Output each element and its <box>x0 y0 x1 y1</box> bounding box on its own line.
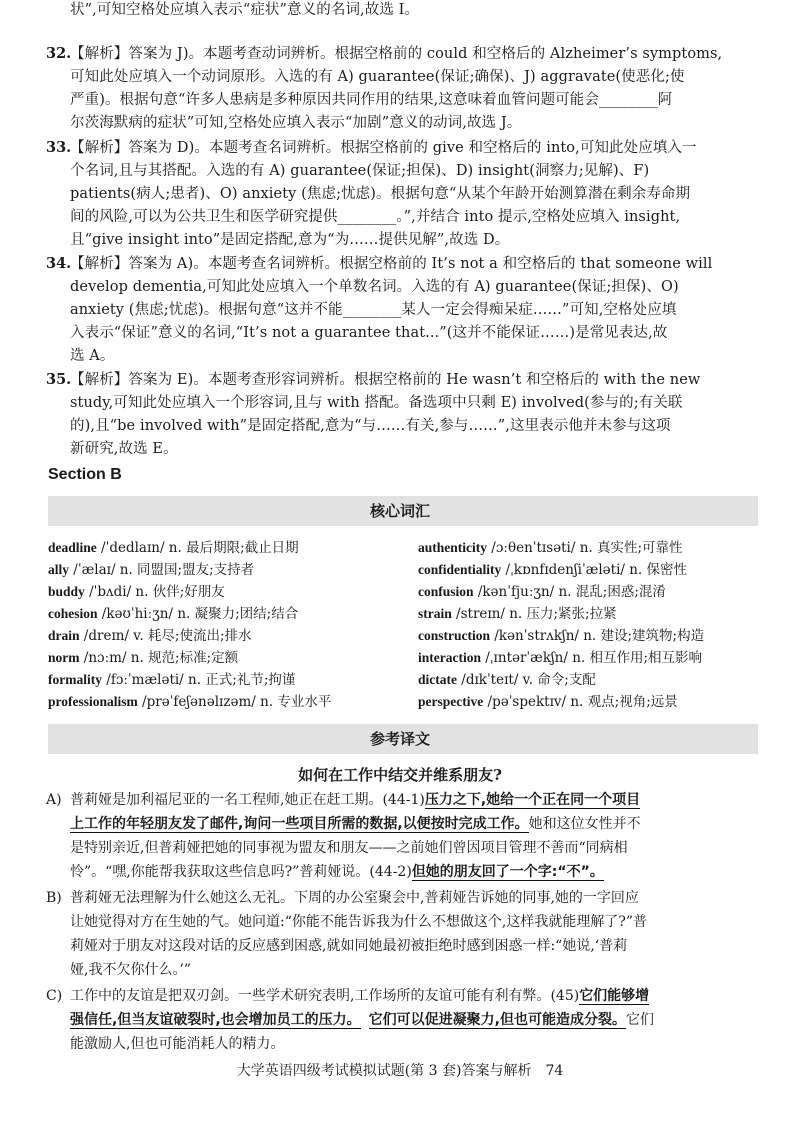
section-title: Section B <box>48 466 122 483</box>
q34-line-3: anxiety (焦虑;忧虑)。根据句意“这并不能________某人一定会得痴呆症……”可知,空格处应填 <box>70 302 677 318</box>
vocab-item: confidentiality /ˌkɒnfɪdenʃiˈæləti/ n. 保密性 <box>418 562 688 578</box>
para-c-line-1: 工作中的友谊是把双刃剑。一些学术研究表明,工作场所的友谊可能有利有弊。(45)它们能够增 <box>70 988 650 1004</box>
para-c-label: C) <box>46 988 63 1004</box>
vocab-item: confusion /kənˈfjuːʒn/ n. 混乱;困惑;混淆 <box>418 584 666 600</box>
vocab-title: 核心词汇 <box>369 502 430 520</box>
vocab-item: deadline /ˈdedlaɪn/ n. 最后期限;截止日期 <box>48 540 299 556</box>
para-b-line-1: 普莉娅无法理解为什么她这么无礼。下周的办公室聚会中,普莉娅告诉她的同事,她的一字回应 <box>70 890 639 906</box>
para-b-line-3: 莉娅对于朋友对这段对话的反应感到困惑,就如同她最初被拒绝时感到困惑一样:“她说,‘普莉 <box>70 938 628 954</box>
q35-number: 35. <box>46 371 72 388</box>
vocab-item: cohesion /kəʊˈhiːʒn/ n. 凝聚力;团结;结合 <box>48 606 299 622</box>
q32-line-3: 严重)。根据句意“许多人患病是多种原因共同作用的结果,这意味着血管问题可能会________阿 <box>70 92 673 108</box>
para-c-line-3: 能激励人,但也可能消耗人的精力。 <box>70 1036 285 1052</box>
q33-line-2: 个名词,且与其搭配。入选的有 A) guarantee(保证;担保)、D) insight(洞察力;见解)、F) <box>70 163 650 179</box>
page-footer <box>0 1060 800 1080</box>
q33-number: 33. <box>46 139 72 156</box>
q33-line-3: patients(病人;患者)、O) anxiety (焦虑;忧虑)。根据句意“从某个年龄开始测算潜在剩余寿命期 <box>70 186 691 202</box>
vocab-item: construction /kənˈstrʌkʃn/ n. 建设;建筑物;构造 <box>418 628 705 644</box>
q34-line-1: 【解析】答案为 A)。本题考查名词辨析。根据空格前的 It’s not a 和空格后的 that someone will <box>70 256 713 272</box>
vocab-item: dictate /dɪkˈteɪt/ v. 命令;支配 <box>418 672 596 688</box>
vocab-item: buddy /ˈbʌdi/ n. 伙伴;好朋友 <box>48 584 225 600</box>
para-b-line-2: 让她觉得对方在生她的气。她问道:“你能不能告诉我为什么不想做这个,这样我就能理解了?”普 <box>70 914 647 930</box>
vocab-item: interaction /ˌɪntərˈækʃn/ n. 相互作用;相互影响 <box>418 650 703 666</box>
para-a-label: A) <box>46 792 62 808</box>
vocab-item: strain /streɪn/ n. 压力;紧张;拉紧 <box>418 606 617 622</box>
answer-31-tail: 状”,可知空格处应填入表示“症状”意义的名词,故选 I。 <box>70 2 420 18</box>
para-a-line-3: 是特别亲近,但普莉娅把她的同事视为盟友和朋友——之前她们曾因项目管理不善而“同病相 <box>70 840 628 856</box>
vocab-item: norm /nɔːm/ n. 规范;标准;定额 <box>48 650 239 666</box>
q33-line-1: 【解析】答案为 D)。本题考查名词辨析。根据空格前的 give 和空格后的 into,可知此处应填入一 <box>70 140 697 156</box>
para-a-line-1: 普莉娅是加利福尼亚的一名工程师,她正在赶工期。(44-1)压力之下,她给一个正在同一个项目 <box>70 792 641 808</box>
q32-line-4: 尔茨海默病的症状”可知,空格处应填入表示“加剧”意义的动词,故选 J。 <box>70 115 522 131</box>
q34-line-2: develop dementia,可知此处应填入一个单数名词。入选的有 A) guarantee(保证;担保)、O) <box>70 279 679 295</box>
vocab-item: authenticity /ɔːθenˈtɪsəti/ n. 真实性;可靠性 <box>418 540 683 556</box>
q35-line-1: 【解析】答案为 E)。本题考查形容词辨析。根据空格前的 He wasn’t 和空格后的 with the new <box>70 372 701 388</box>
vocab-item: formality /fɔːˈmæləti/ n. 正式;礼节;拘谨 <box>48 672 296 688</box>
translation-band-title: 参考译文 <box>369 730 430 748</box>
q32-number: 32. <box>46 45 72 62</box>
q34-line-5: 选 A。 <box>70 348 115 364</box>
article-title: 如何在工作中结交并维系朋友? <box>298 766 502 784</box>
q35-line-2: study,可知此处应填入一个形容词,且与 with 搭配。备选项中只剩 E) involved(参与的;有关联 <box>70 395 683 411</box>
q33-line-4: 间的风险,可以为公共卫生和医学研究提供________。”,并结合 into 提示,空格处应填入 insight, <box>70 209 681 225</box>
vocab-item: perspective /pəˈspektɪv/ n. 观点;视角;远景 <box>418 694 678 710</box>
para-a-line-2: 上工作的年轻朋友发了邮件,询问一些项目所需的数据,以便按时完成工作。她和这位女性并不 <box>70 816 641 832</box>
vocab-item: ally /ˈælaɪ/ n. 同盟国;盟友;支持者 <box>48 562 255 578</box>
para-a-line-4: 怜”。“嘿,你能帮我获取这些信息吗?”普莉娅说。(44-2)但她的朋友回了一个字:“不”。 <box>70 864 604 880</box>
q32-line-2: 可知此处应填入一个动词原形。入选的有 A) guarantee(保证;确保)、J) aggravate(使恶化;使 <box>70 69 685 85</box>
q34-number: 34. <box>46 255 72 272</box>
vocab-item: drain /dreɪn/ v. 耗尽;使流出;排水 <box>48 628 252 644</box>
para-b-line-4: 娅,我不欠你什么。’” <box>70 962 192 978</box>
q35-line-4: 新研究,故选 E。 <box>70 441 178 457</box>
vocab-item: professionalism /prəˈfeʃənəlɪzəm/ n. 专业水平 <box>48 694 332 710</box>
q32-line-1: 【解析】答案为 J)。本题考查动词辨析。根据空格前的 could 和空格后的 Alzheimer’s symptoms, <box>70 46 723 62</box>
footer-title: 大学英语四级考试模拟试题(第 3 套)答案与解析 <box>236 1063 532 1079</box>
q33-line-5: 且“give insight into”是固定搭配,意为“为……提供见解”,故选 D。 <box>70 232 510 248</box>
q35-line-3: 的),且“be involved with”是固定搭配,意为“与……有关,参与……”,这里表示他并未参与这项 <box>70 418 671 434</box>
q34-line-4: 入表示“保证”意义的名词,“It’s not a guarantee that...”(这并不能保证……)是常见表达,故 <box>70 325 668 341</box>
para-b-label: B) <box>46 890 62 906</box>
page-number: 74 <box>545 1063 564 1079</box>
para-c-line-2: 强信任,但当友谊破裂时,也会增加员工的压力。 它们可以促进凝聚力,但也可能造成分裂。它们 <box>70 1012 654 1028</box>
